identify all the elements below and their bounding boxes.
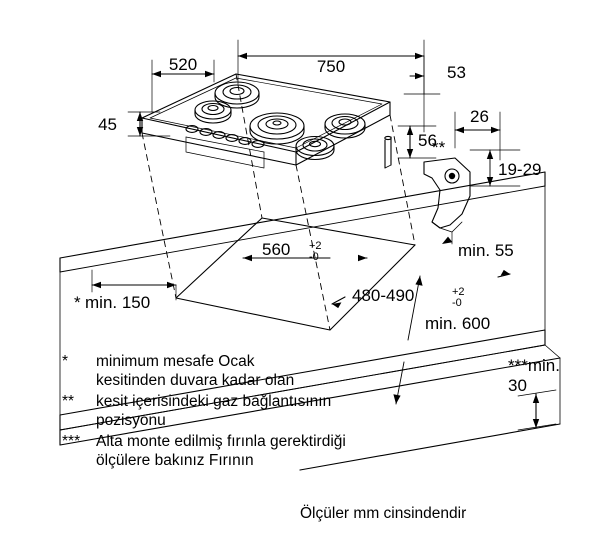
label-right-depth: 56 [418,131,437,150]
gas-connection-stub [385,136,391,168]
label-right-offset: 53 [447,63,466,82]
worktop-cutout [176,218,415,330]
label-cutout-width-tol-minus: -0 [452,297,462,309]
legend-text [96,392,532,430]
label-cutout-width-tol-plus: +2 [452,286,465,298]
label-bracket-range: 19-29 [498,160,542,179]
dim-min-55 [442,232,453,244]
label-min-bracket: min. 55 [458,241,514,260]
legend-block [62,352,532,472]
legend-line: ölçülere bakınız Fırının [96,452,254,469]
dim-53 [404,56,440,132]
units-note: Ölçüler mm cinsindendir [300,505,467,522]
label-min-below: 30 [508,376,527,395]
label-front-height: 45 [98,115,117,134]
hob-top-surface [142,74,390,165]
label-min-wall-mark: * [74,293,81,312]
label-gas-mark: ** [432,138,446,157]
label-min-depth: min. 600 [425,314,491,333]
legend-mark: ** [62,393,75,410]
legend-line: minimum mesafe Ocak [96,353,255,370]
legend-line: Alta monte edilmiş fırınla gerektirdiği [96,433,346,450]
legend-mark: * [62,353,69,370]
legend-item [62,392,532,430]
legend-line: kesit içerisindeki gaz bağlantısının [96,393,332,410]
label-cutout-depth-tol-plus: +2 [309,240,322,252]
legend-line: pozisyonu [96,412,166,429]
label-cutout-depth: 560 [262,240,291,259]
legend-line: kesitinden duvara kadar olan [96,372,295,389]
label-bracket-width: 26 [470,107,489,126]
label-min-wall: min. 150 [85,293,151,312]
legend-mark: *** [62,433,81,450]
legend-text [96,352,532,390]
label-min-below-mark: ***min. [508,356,560,375]
label-cutout-depth-tol-minus: -0 [309,251,319,263]
label-depth-total: 520 [168,55,198,74]
legend-item [62,352,532,390]
label-cutout-width: 480-490 [352,286,415,305]
legend-text [96,432,532,470]
label-width-total: 750 [316,57,346,76]
legend-item [62,432,532,470]
mounting-bracket-detail [424,158,470,232]
